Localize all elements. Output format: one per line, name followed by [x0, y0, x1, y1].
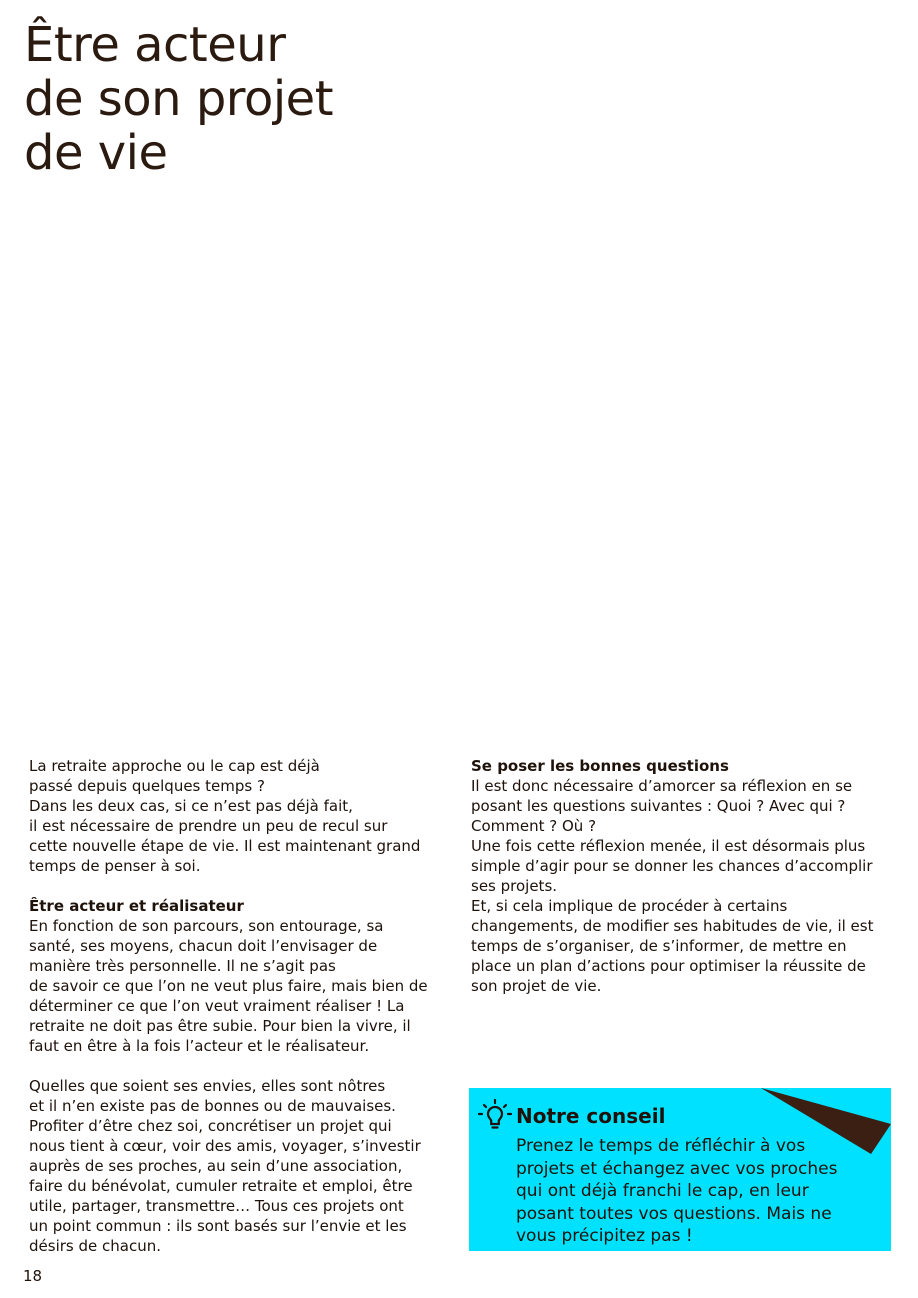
body-line: de savoir ce que l’on ne veut plus faire, mais bien de: [29, 977, 428, 995]
body-line: Comment ? Où ?: [471, 817, 597, 835]
title-line: Être acteur: [24, 17, 286, 73]
body-line: Dans les deux cas, si ce n’est pas déjà fait,: [29, 797, 353, 815]
tip-line: vous précipitez pas !: [516, 1226, 693, 1246]
body-line: nous tient à cœur, voir des amis, voyager, s’investir: [29, 1137, 421, 1155]
right-column: [471, 756, 891, 996]
body-line: désirs de chacun.: [29, 1237, 161, 1255]
body-line: il est nécessaire de prendre un peu de recul sur: [29, 817, 388, 835]
body-line: temps de penser à soi.: [29, 857, 201, 875]
body-line: simple d’agir pour se donner les chances d’accomplir: [471, 857, 873, 875]
body-line: cette nouvelle étape de vie. Il est maintenant grand: [29, 837, 421, 855]
tip-line: qui ont déjà franchi le cap, en leur: [516, 1181, 809, 1201]
body-line: place un plan d’actions pour optimiser la réussite de: [471, 957, 866, 975]
body-line: passé depuis quelques temps ?: [29, 777, 265, 795]
body-line: utile, partager, transmettre… Tous ces projets ont: [29, 1197, 404, 1215]
section-heading: Se poser les bonnes questions: [471, 757, 729, 775]
body-line: et il n’en existe pas de bonnes ou de mauvaises.: [29, 1097, 396, 1115]
page-title: [24, 18, 333, 180]
body-line: temps de s’organiser, de s’informer, de mettre en: [471, 937, 847, 955]
body-line: déterminer ce que l’on veut vraiment réaliser ! La: [29, 997, 405, 1015]
body-line: Profiter d’être chez soi, concrétiser un projet qui: [29, 1117, 392, 1135]
body-line: un point commun : ils sont basés sur l’envie et les: [29, 1217, 407, 1235]
tip-text: [516, 1135, 866, 1248]
page-number: 18: [23, 1267, 43, 1285]
body-line: faut en être à la fois l’acteur et le réalisateur.: [29, 1037, 370, 1055]
lightbulb-icon: [477, 1098, 513, 1138]
tip-box: [469, 1088, 891, 1251]
body-line: Et, si cela implique de procéder à certains: [471, 897, 788, 915]
title-line: de vie: [24, 125, 168, 181]
body-line: changements, de modifier ses habitudes de vie, il est: [471, 917, 874, 935]
body-line: retraite ne doit pas être subie. Pour bien la vivre, il: [29, 1017, 411, 1035]
tip-line: Prenez le temps de réfléchir à vos: [516, 1136, 806, 1156]
body-line: Une fois cette réflexion menée, il est désormais plus: [471, 837, 866, 855]
body-line: Quelles que soient ses envies, elles sont nôtres: [29, 1077, 386, 1095]
body-line: faire du bénévolat, cumuler retraite et emploi, être: [29, 1177, 413, 1195]
body-line: posant les questions suivantes : Quoi ? Avec qui ?: [471, 797, 846, 815]
left-column: [29, 756, 441, 1256]
body-line: La retraite approche ou le cap est déjà: [29, 757, 320, 775]
section-heading: Être acteur et réalisateur: [29, 897, 244, 915]
body-line: manière très personnelle. Il ne s’agit pas: [29, 957, 336, 975]
body-line: Il est donc nécessaire d’amorcer sa réflexion en se: [471, 777, 853, 795]
title-line: de son projet: [24, 71, 334, 127]
body-line: En fonction de son parcours, son entourage, sa: [29, 917, 384, 935]
body-line: ses projets.: [471, 877, 558, 895]
body-line: son projet de vie.: [471, 977, 602, 995]
tip-line: projets et échangez avec vos proches: [516, 1158, 838, 1179]
body-line: auprès de ses proches, au sein d’une association,: [29, 1157, 403, 1175]
tip-title: Notre conseil: [516, 1104, 666, 1128]
body-line: santé, ses moyens, chacun doit l’envisager de: [29, 937, 378, 955]
tip-line: posant toutes vos questions. Mais ne: [516, 1203, 832, 1224]
